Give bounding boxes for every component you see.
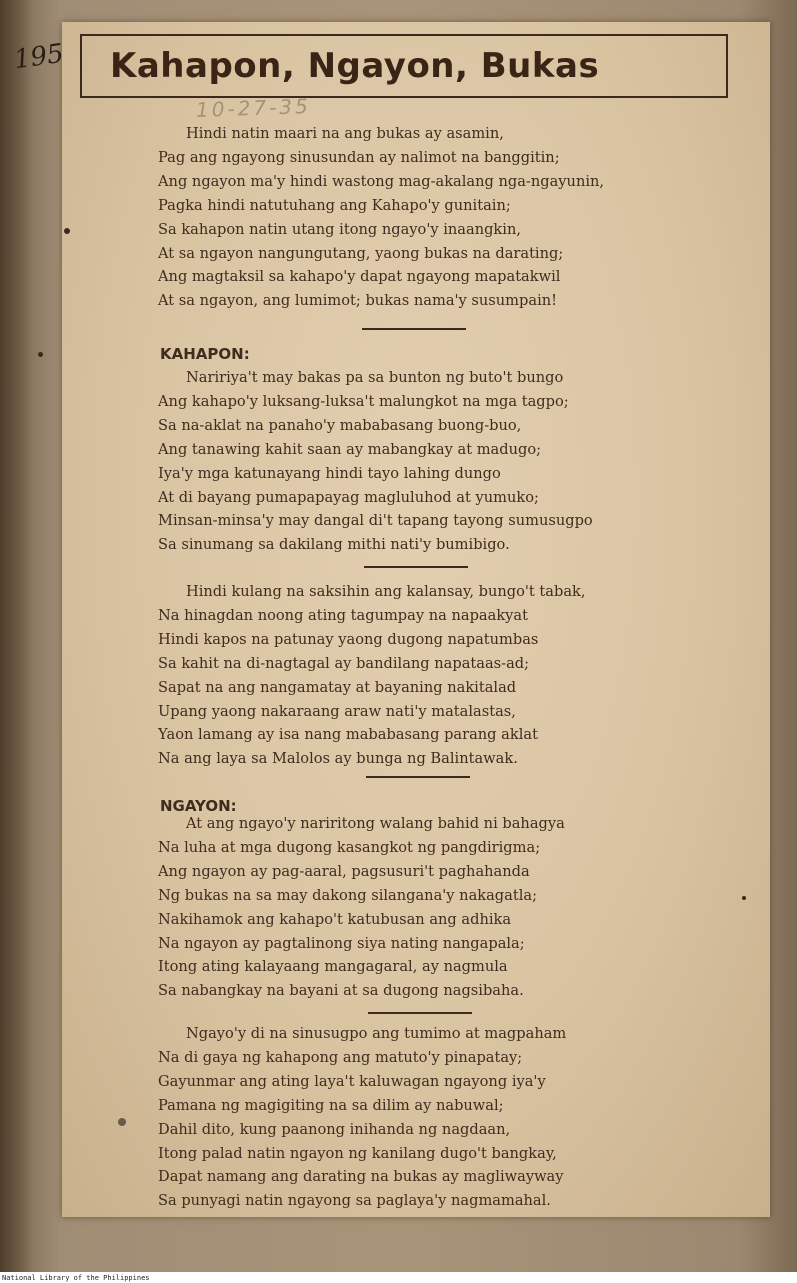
poem-line: Sa sinumang sa dakilang mithi nati'y bumibigo. [158, 536, 510, 554]
poem-line: Pagka hindi natutuhang ang Kahapo'y gunitain; [158, 196, 511, 214]
poem-line: Sa kahit na di-nagtagal ay bandilang napataas-ad; [158, 654, 530, 672]
poem-line: Gayunmar ang ating laya't kaluwagan ngayong iya'y [158, 1072, 546, 1090]
poem-line: At di bayang pumapapayag magluluhod at yumuko; [158, 488, 539, 506]
poem-line: Hindi kulang na saksihin ang kalansay, bungo't tabak, [186, 583, 586, 600]
poem-line: Yaon lamang ay isa nang mababasang parang aklat [158, 726, 538, 744]
poem-line: Na ngayon ay pagtalinong siya nating nangapala; [158, 934, 525, 952]
date-note: 10-27-35 [195, 94, 312, 122]
poem-line: Ngayo'y di na sinusugpo ang tumimo at magpaham [186, 1025, 567, 1042]
paper-speck [742, 896, 746, 900]
poem-line: Dapat namang ang darating na bukas ay magliwayway [158, 1168, 564, 1186]
poem-line: Nakihamok ang kahapo't katubusan ang adhika [158, 910, 512, 928]
poem-line: Sa nabangkay na bayani at sa dugong nagsibaha. [158, 982, 524, 1000]
poem-line: At ang ngayo'y nariritong walang bahid ni bahagya [186, 815, 565, 832]
poem-line: At sa ngayon, ang lumimot; bukas nama'y susumpain! [158, 292, 557, 310]
poem-line: Dahil dito, kung paanong inihanda ng nagdaan, [158, 1120, 511, 1138]
poem-line: Ang tanawing kahit saan ay mabangkay at madugo; [158, 440, 542, 458]
poem-line: Ang magtaksil sa kahapo'y dapat ngayong mapatakwil [158, 268, 561, 286]
poem-line: Iya'y mga katunayang hindi tayo lahing dungo [158, 464, 501, 482]
poem-line: Upang yaong nakaraang araw nati'y matalastas, [158, 702, 516, 720]
poem-line: Na di gaya ng kahapong ang matuto'y pinapatay; [158, 1048, 523, 1066]
footer-credit: National Library of the Philippines [2, 1274, 150, 1282]
stanza-divider [364, 566, 468, 568]
poem-line: Ang ngayon ay pag-aaral, pagsusuri't paghahanda [158, 862, 530, 880]
stanza-3 [158, 580, 728, 771]
poem-line: Sa punyagi natin ngayong sa paglaya'y nagmamahal. [158, 1192, 551, 1210]
section-heading-ngayon: NGAYON: [160, 797, 237, 815]
stanza-divider [366, 776, 470, 778]
poem-line: Sapat na ang nangamatay at bayaning nakitalad [158, 678, 517, 696]
poem-line: Na luha at mga dugong kasangkot ng pangdirigma; [158, 838, 541, 856]
poem-line: Pag ang ngayong sinusundan ay nalimot na banggitin; [158, 148, 560, 166]
poem-line: Ng bukas na sa may dakong silangana'y nakagatla; [158, 886, 538, 904]
paper-speck [38, 352, 43, 357]
page-title: Kahapon, Ngayon, Bukas [110, 46, 600, 86]
poem-line: Hindi natin maari na ang bukas ay asamin, [186, 125, 504, 142]
poem-line: Minsan-minsa'y may dangal di't tapang tayong sumusugpo [158, 512, 593, 530]
poem-line: Sa kahapon natin utang itong ngayo'y inaangkin, [158, 220, 521, 238]
poem-line: Naririya't may bakas pa sa bunton ng buto't bungo [186, 369, 564, 386]
title-box [80, 34, 728, 98]
poem-line: Ang kahapo'y luksang-luksa't malungkot na mga tagpo; [158, 392, 569, 410]
paper-speck [64, 228, 70, 234]
paper-speck [118, 1118, 126, 1126]
poem-line: Na hinagdan noong ating tagumpay na napaakyat [158, 606, 528, 624]
poem-line: Pamana ng magigiting na sa dilim ay nabuwal; [158, 1096, 504, 1114]
poem-line: Hindi kapos na patunay yaong dugong napatumbas [158, 630, 539, 648]
section-heading-kahapon: KAHAPON: [160, 345, 250, 363]
stanza-4 [158, 812, 728, 1003]
poem-line: Sa na-aklat na panaho'y mababasang buong-buo, [158, 416, 522, 434]
stanza-divider [368, 1012, 472, 1014]
poem-line: Itong palad natin ngayon ng kanilang dugo't bangkay, [158, 1144, 557, 1162]
poem-line: Itong ating kalayaang mangagaral, ay nagmula [158, 958, 508, 976]
stanza-5 [158, 1022, 728, 1213]
stanza-divider [362, 328, 466, 330]
poem-line: At sa ngayon nangungutang, yaong bukas na darating; [158, 244, 564, 262]
handwritten-page-number: 195 [12, 38, 66, 76]
poem-line: Na ang laya sa Malolos ay bunga ng Balintawak. [158, 750, 518, 768]
stanza-2 [158, 366, 728, 557]
poem-line: Ang ngayon ma'y hindi wastong mag-akalang nga-ngayunin, [158, 172, 605, 190]
stanza-1 [158, 122, 728, 313]
